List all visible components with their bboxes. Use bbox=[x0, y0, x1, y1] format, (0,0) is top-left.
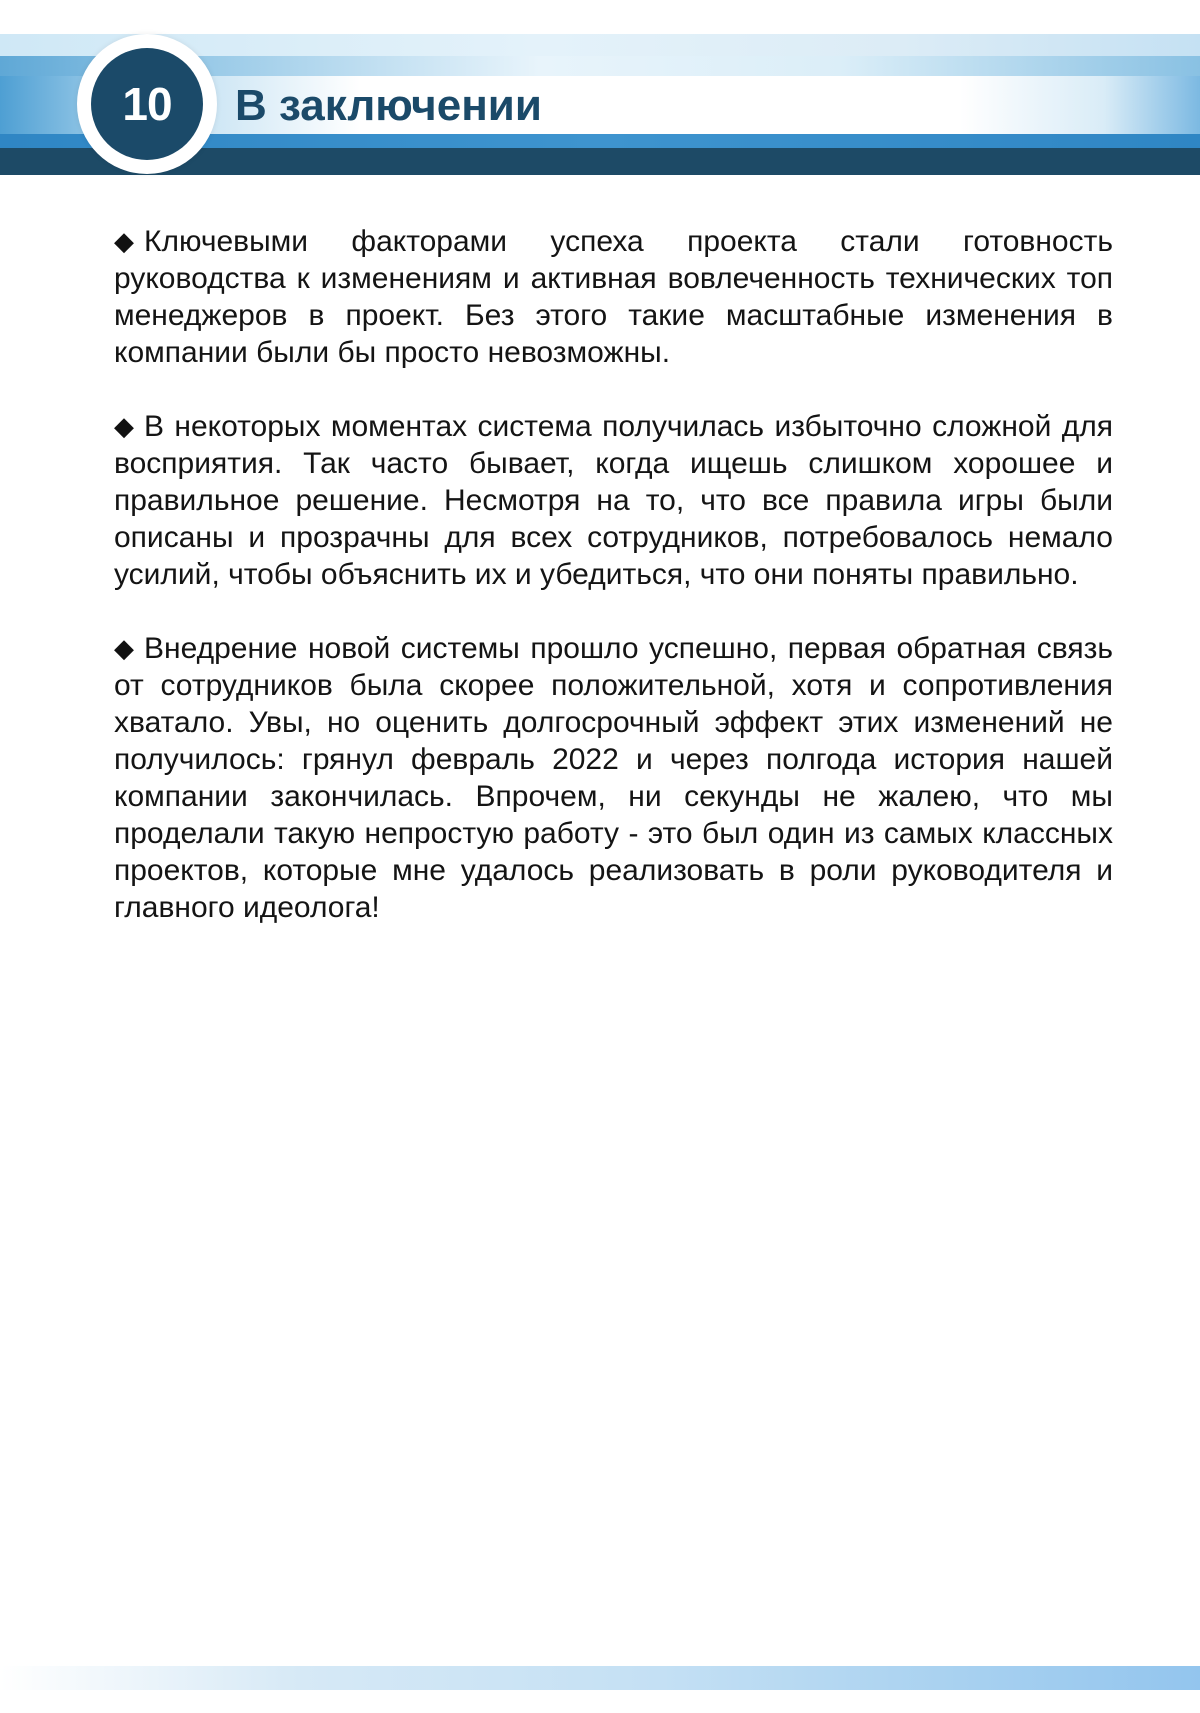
paragraph-text: В некоторых моментах система получилась избыточно сложной для восприятия. Так часто бывает, когда ищешь слишком хорошее и правильное решение. Несмотря на то, что все правила игры были описаны и прозрачны для всех сотрудников, потребовалось немало усилий, чтобы объяснить их и убедиться, что они поняты правильно. bbox=[114, 410, 1113, 591]
paragraph-2 bbox=[114, 408, 1113, 593]
body-content bbox=[114, 223, 1113, 963]
diamond-bullet-icon: ◆ bbox=[114, 411, 134, 441]
footer-band bbox=[0, 1666, 1200, 1690]
section-number-badge: 10 bbox=[91, 48, 203, 160]
paragraph-3 bbox=[114, 630, 1113, 926]
diamond-bullet-icon: ◆ bbox=[114, 633, 134, 663]
section-header bbox=[0, 0, 1200, 180]
paragraph-text: Ключевыми факторами успеха проекта стали готовность руководства к изменениям и активная вовлеченность технических топ менеджеров в проект. Без этого такие масштабные изменения в компании были бы просто невозможны. bbox=[114, 225, 1113, 369]
paragraph-text: Внедрение новой системы прошло успешно, первая обратная связь от сотрудников была скорее положительной, хотя и сопротивления хватало. Увы, но оценить долгосрочный эффект этих изменений не получилось: грянул февраль 2022 и через полгода история нашей компании закончилась. Впрочем, ни секунды не жалею, что мы проделали такую непростую работу - это был один из самых классных проектов, которые мне удалось реализовать в роли руководителя и главного идеолога! bbox=[114, 632, 1113, 924]
paragraph-1 bbox=[114, 223, 1113, 371]
diamond-bullet-icon: ◆ bbox=[114, 226, 134, 256]
section-title: В заключении bbox=[235, 81, 542, 130]
